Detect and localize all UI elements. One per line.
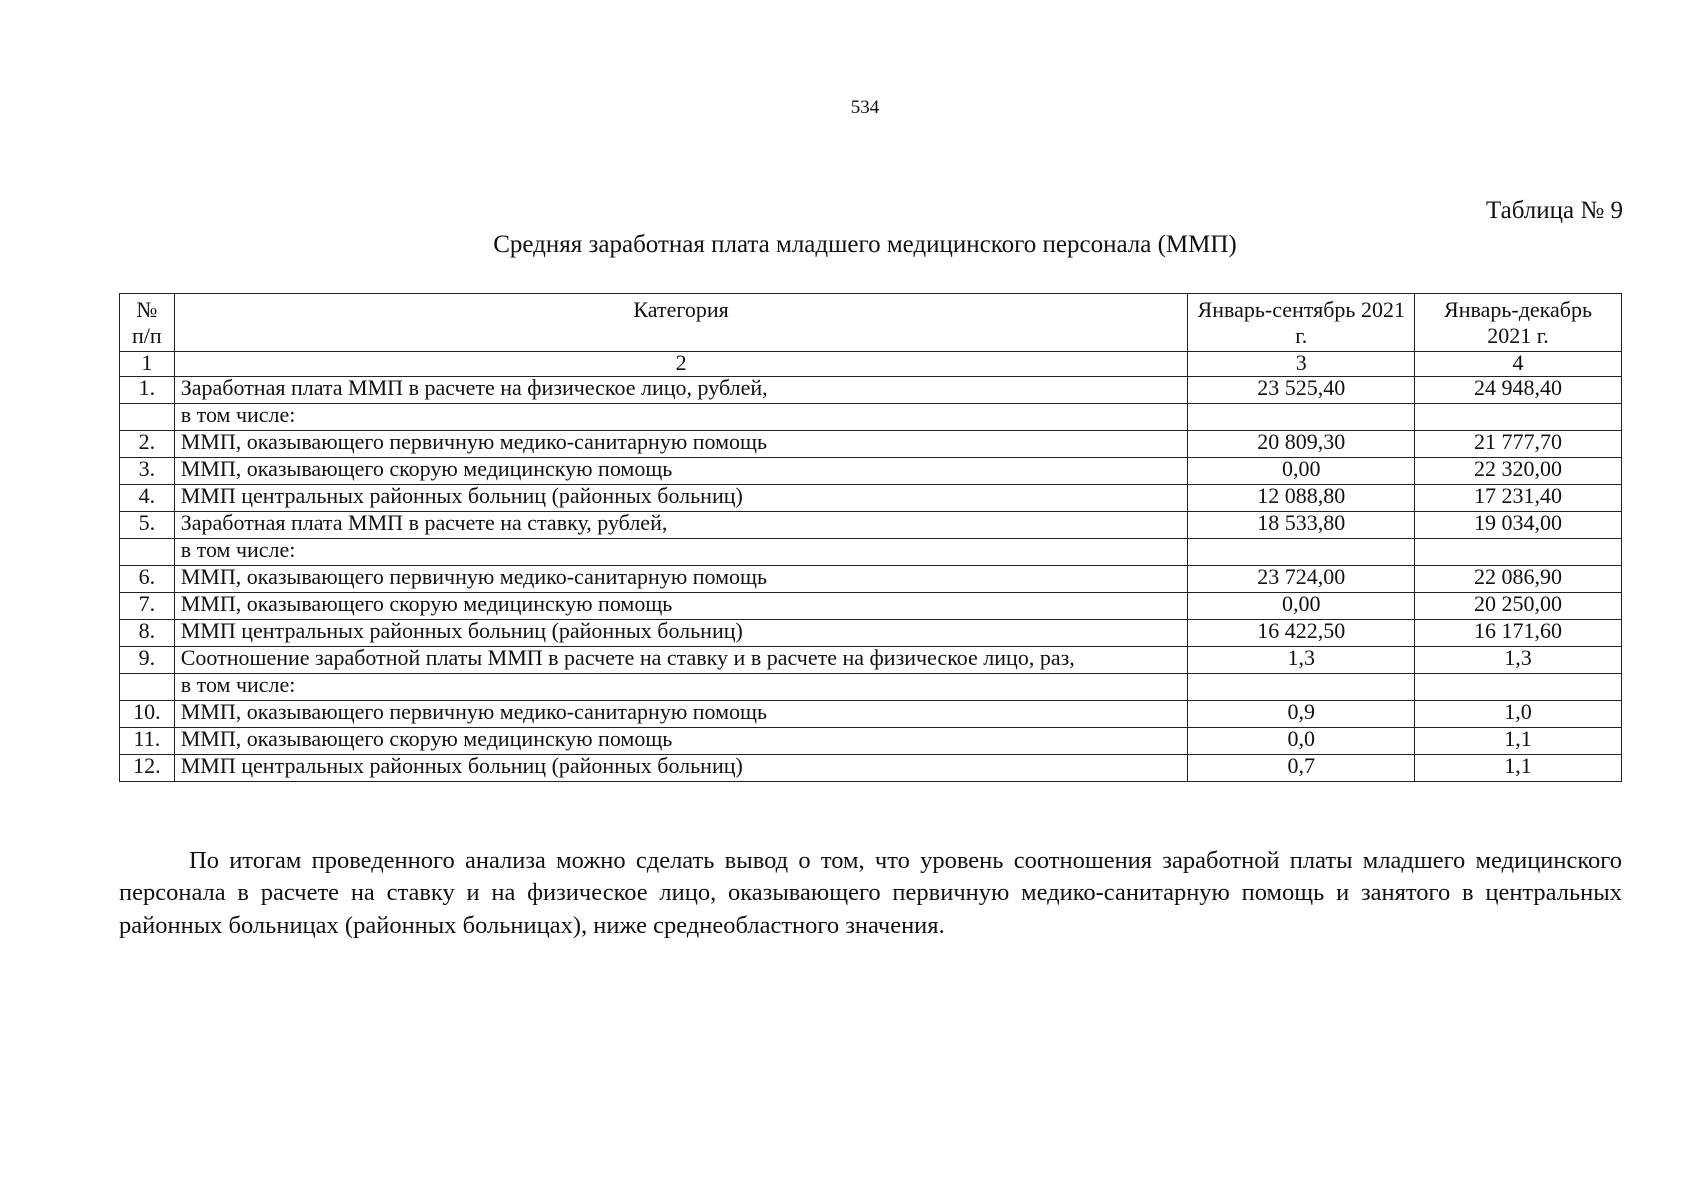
row-value-period2: 19 034,00: [1415, 512, 1622, 539]
row-category: в том числе:: [174, 674, 1188, 701]
row-value-period1: 0,0: [1188, 728, 1415, 755]
row-value-period1: 23 724,00: [1188, 566, 1415, 593]
row-category: в том числе:: [174, 404, 1188, 431]
table-row: [120, 566, 1622, 593]
row-value-period2: 22 086,90: [1415, 566, 1622, 593]
column-index: 4: [1415, 352, 1622, 377]
page-number: 534: [850, 97, 880, 118]
table-row: [120, 431, 1622, 458]
row-category: ММП центральных районных больниц (районных больниц): [174, 620, 1188, 647]
row-category: ММП, оказывающего скорую медицинскую помощь: [174, 728, 1188, 755]
row-value-period2: 16 171,60: [1415, 620, 1622, 647]
table-row: [120, 593, 1622, 620]
column-index: 1: [120, 352, 175, 377]
table-row: [120, 539, 1622, 566]
row-number: 6.: [120, 566, 175, 593]
row-category: ММП, оказывающего первичную медико-санитарную помощь: [174, 431, 1188, 458]
row-number: 12.: [120, 755, 175, 782]
row-value-period2: 1,0: [1415, 701, 1622, 728]
row-value-period1: 0,7: [1188, 755, 1415, 782]
row-value-period2: 1,3: [1415, 647, 1622, 674]
table-row: [120, 755, 1622, 782]
conclusion-paragraph: По итогам проведенного анализа можно сделать вывод о том, что уровень соотношения заработной платы младшего медицинского персонала в расчете на ставку и на физическое лицо, оказывающего первичную медико-санитарную помощь и занятого в центральных районных больницах (районных больницах), ниже среднеобластного значения.: [119, 847, 1622, 939]
row-value-period2: 1,1: [1415, 755, 1622, 782]
column-index: 2: [174, 352, 1188, 377]
row-category: ММП, оказывающего скорую медицинскую помощь: [174, 458, 1188, 485]
row-category: в том числе:: [174, 539, 1188, 566]
header-period2: Январь-декабрь 2021 г.: [1415, 294, 1622, 352]
header-num: № п/п: [120, 294, 175, 352]
row-value-period2: 24 948,40: [1415, 377, 1622, 404]
row-number: 11.: [120, 728, 175, 755]
row-number: [120, 674, 175, 701]
row-number: 4.: [120, 485, 175, 512]
row-value-period1: 12 088,80: [1188, 485, 1415, 512]
row-number: 7.: [120, 593, 175, 620]
row-value-period1: 1,3: [1188, 647, 1415, 674]
row-category: ММП, оказывающего первичную медико-санитарную помощь: [174, 566, 1188, 593]
row-category: Заработная плата ММП в расчете на физическое лицо, рублей,: [174, 377, 1188, 404]
row-number: 1.: [120, 377, 175, 404]
column-index-row: [120, 352, 1622, 377]
row-value-period1: 18 533,80: [1188, 512, 1415, 539]
row-value-period1: 0,00: [1188, 458, 1415, 485]
row-value-period1: 23 525,40: [1188, 377, 1415, 404]
row-value-period2: 1,1: [1415, 728, 1622, 755]
row-category: ММП, оказывающего первичную медико-санитарную помощь: [174, 701, 1188, 728]
row-category: Соотношение заработной платы ММП в расчете на ставку и в расчете на физическое лицо, раз,: [174, 647, 1188, 674]
row-value-period1: 20 809,30: [1188, 431, 1415, 458]
table-row: [120, 485, 1622, 512]
row-number: 9.: [120, 647, 175, 674]
row-value-period1: [1188, 539, 1415, 566]
table-title: Средняя заработная плата младшего медицинского персонала (ММП): [493, 231, 1237, 258]
row-number: 10.: [120, 701, 175, 728]
row-number: 3.: [120, 458, 175, 485]
row-value-period1: 0,00: [1188, 593, 1415, 620]
header-period1: Январь-сентябрь 2021 г.: [1188, 294, 1415, 352]
row-number: [120, 539, 175, 566]
table-row: [120, 620, 1622, 647]
column-index: 3: [1188, 352, 1415, 377]
row-value-period2: [1415, 539, 1622, 566]
table-row: [120, 701, 1622, 728]
row-value-period1: [1188, 404, 1415, 431]
row-category: ММП центральных районных больниц (районных больниц): [174, 485, 1188, 512]
table-row: [120, 728, 1622, 755]
row-number: 2.: [120, 431, 175, 458]
row-value-period2: [1415, 404, 1622, 431]
table-row: [120, 674, 1622, 701]
table-row: [120, 512, 1622, 539]
table-row: [120, 404, 1622, 431]
table-row: [120, 647, 1622, 674]
row-value-period2: 21 777,70: [1415, 431, 1622, 458]
row-value-period2: 22 320,00: [1415, 458, 1622, 485]
salary-table: [119, 293, 1622, 782]
row-value-period1: 16 422,50: [1188, 620, 1415, 647]
row-number: [120, 404, 175, 431]
row-number: 8.: [120, 620, 175, 647]
header-category: Категория: [174, 294, 1188, 352]
row-category: ММП, оказывающего скорую медицинскую помощь: [174, 593, 1188, 620]
row-number: 5.: [120, 512, 175, 539]
row-value-period2: 20 250,00: [1415, 593, 1622, 620]
table-label: Таблица № 9: [1485, 197, 1623, 224]
row-value-period1: 0,9: [1188, 701, 1415, 728]
row-category: Заработная плата ММП в расчете на ставку, рублей,: [174, 512, 1188, 539]
row-value-period1: [1188, 674, 1415, 701]
table-row: [120, 458, 1622, 485]
row-value-period2: 17 231,40: [1415, 485, 1622, 512]
row-category: ММП центральных районных больниц (районных больниц): [174, 755, 1188, 782]
table-row: [120, 377, 1622, 404]
row-value-period2: [1415, 674, 1622, 701]
table-header-row: [120, 294, 1622, 352]
